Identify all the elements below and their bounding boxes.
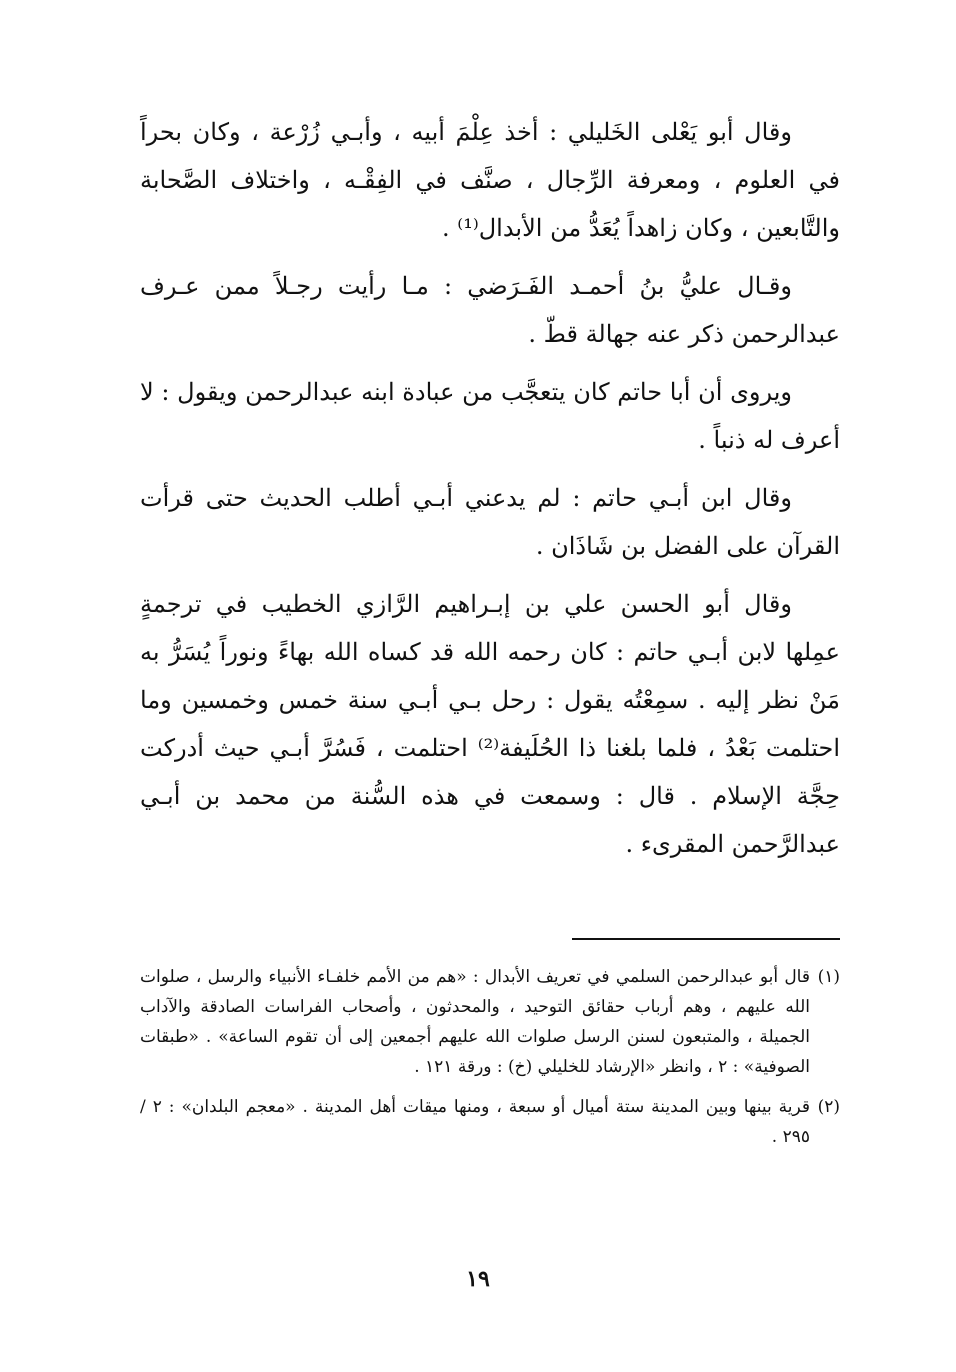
- footnote-text: قال أبو عبدالرحمن السلمي في تعريف الأبدال : «هم من الأمم خلفـاء الأنبياء والرسل ، صلوات الله عليهم ، وهم أرباب حقائق التوحيد ، والمحدثون ، وأصحاب الفراسات الصادقة والآداب الجميلة ، والمتبعون لسنن الرسل صلوات الله عليهم أجمعين إلى أن تقوم الساعة» . «طبقات الصوفية» : ٢ ، وانظر «الإرشاد للخليلي (خ) : ورقة ١٢١ .: [140, 967, 810, 1077]
- footnote-2: [140, 1092, 840, 1152]
- footnote-text: قرية بينها وبين المدينة ستة أميال أو سبعة ، ومنها ميقات أهل المدينة . «معجم البلدان» : ٢ / ٢٩٥ .: [140, 1097, 810, 1147]
- footnote-number: (٢): [817, 1097, 840, 1117]
- main-text: [140, 108, 840, 878]
- paragraph-abu-hatim: ويروى أن أبا حاتم كان يتعجَّب من عبادة ابنه عبدالرحمن ويقول : لا أعرف له ذنباً .: [140, 378, 840, 454]
- page-number: ١٩: [466, 1266, 490, 1292]
- footnotes: [140, 962, 840, 1162]
- footnote-1: [140, 962, 840, 1082]
- paragraph-faradi: وقـال عليُّ بنُ أحمـد الفَـرَضي : مـا رأيت رجـلاً ممن عـرف عبدالرحمن ذكر عنه جهالة قطّ .: [140, 272, 840, 348]
- footnote-separator: [572, 938, 840, 940]
- paragraph-ibn-abi-hatim: وقال ابن أبـي حاتم : لم يدعني أبـي أطلب الحديث حتى قرأت القرآن على الفضل بن شَاذَان .: [140, 484, 840, 560]
- paragraph-razi: وقال أبو الحسن علي بن إبـراهيم الرَّازي الخطيب في ترجمةٍ عمِلها لابن أبـي حاتم : كان رحمه الله قد كساه الله بهاءً ونوراً يُسَرُّ به مَنْ نظر إليه . سمِعْتُه يقول : رحل بـي أبـي سنة خمس وخمسين وما احتلمت بَعْدُ ، فلما بلغنا ذا الحُلَيفة⁽²⁾ احتلمت ، فَسُرَّ أبـي حيث أدركت حِجَّة الإسلام . قال : وسمعت في هذه السُّنة من محمد بن أبـي عبدالرَّحمن المقرىء .: [140, 590, 841, 858]
- paragraph-khalili: وقال أبو يَعْلى الخَليلي : أخذ عِلْمَ أبيه ، وأبـي زُرْعة ، وكان بحراً في العلوم ، ومعرفة الرِّجال ، صنَّف في الفِقْـه ، واختلاف الصَّحابة والتَّابعين ، وكان زاهداً يُعَدُّ من الأبدال⁽¹⁾ .: [140, 118, 840, 242]
- footnote-number: (١): [817, 967, 840, 987]
